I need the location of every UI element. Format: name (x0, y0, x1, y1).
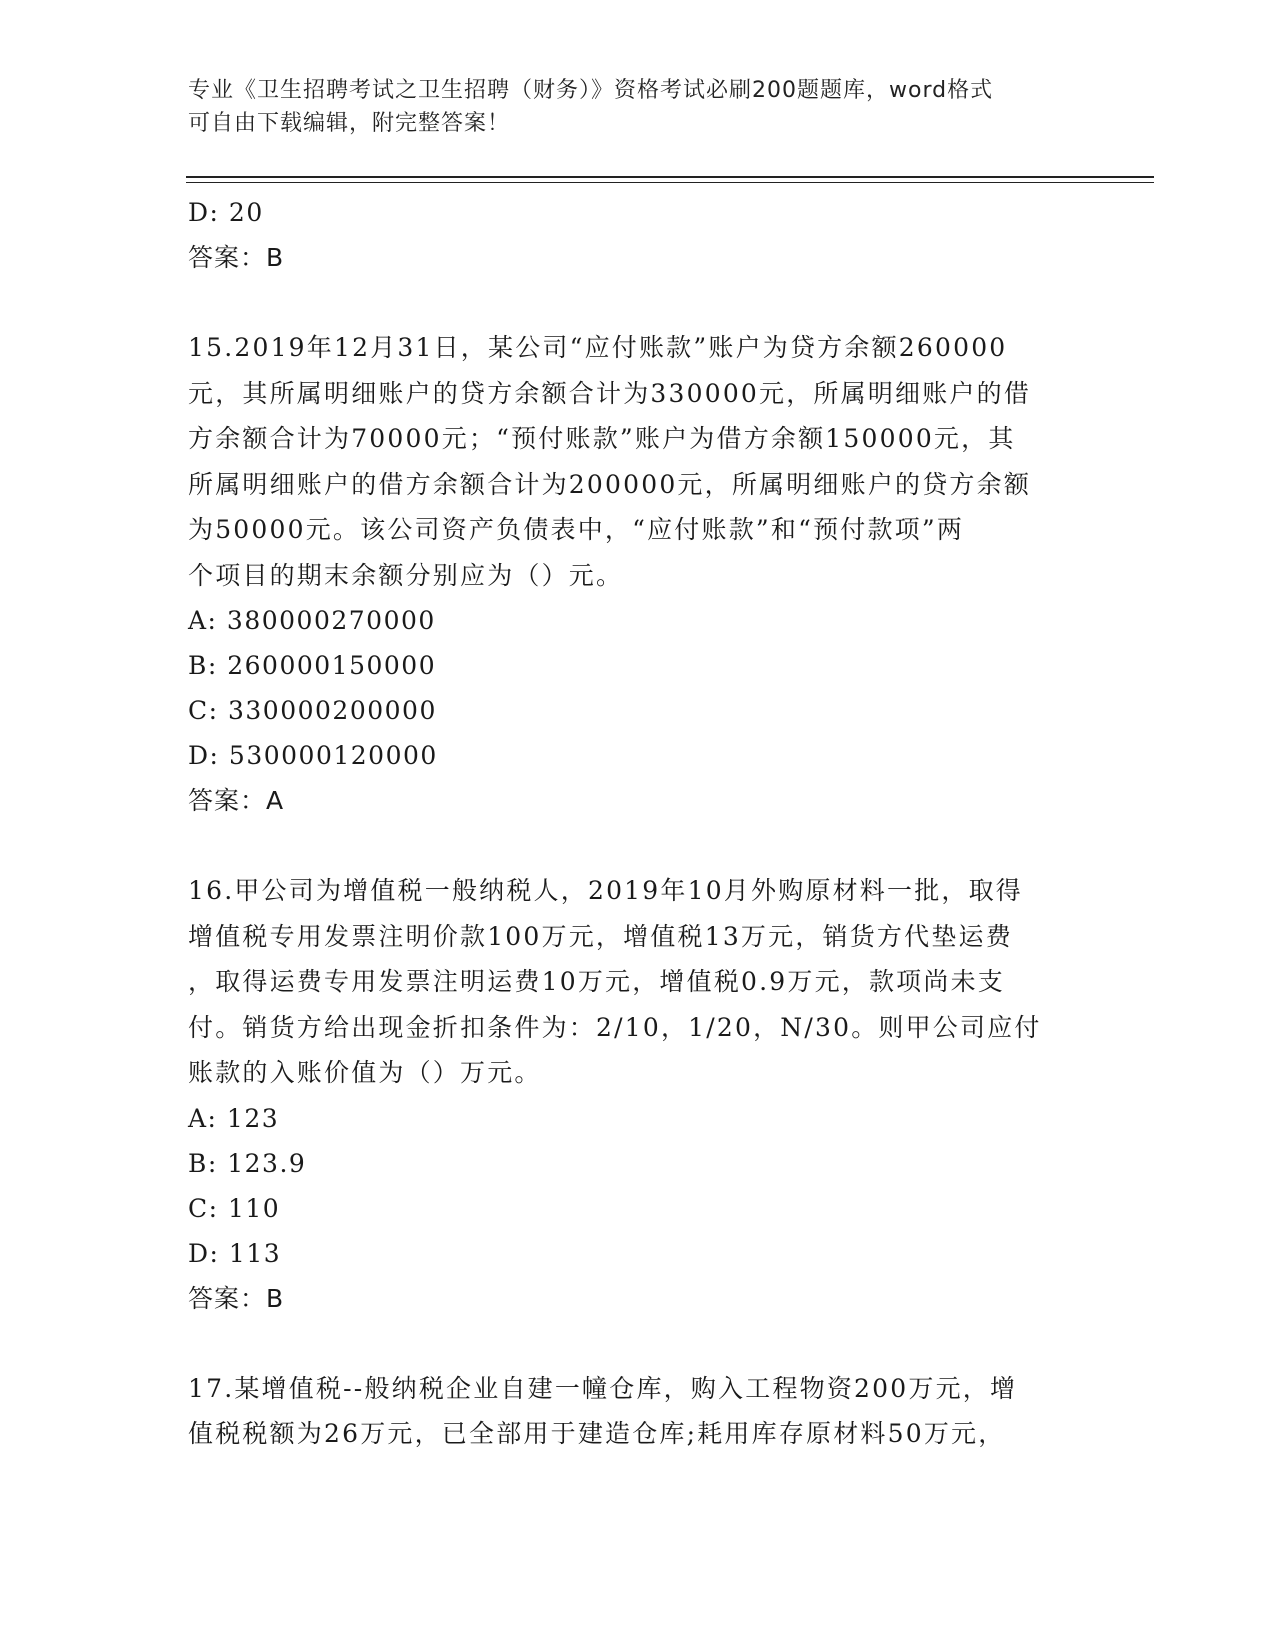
answer-line: 答案：A (188, 786, 285, 815)
question-stem-line: 所属明细账户的借方余额合计为200000元，所属明细账户的贷方余额 (188, 469, 1032, 499)
answer-line: 答案：B (188, 243, 285, 272)
spacer (188, 281, 1068, 325)
question-stem-line: 增值税专用发票注明价款100万元，增值税13万元，销货方代垫运费 (188, 921, 1013, 951)
question-stem-line: 元，其所属明细账户的贷方余额合计为330000元，所属明细账户的借 (188, 378, 1032, 408)
question-stem-line: 账款的入账价值为（）万元。 (188, 1058, 542, 1087)
header-divider-thin (186, 182, 1154, 183)
spacer (188, 824, 1068, 868)
option-a: A: 380000270000 (188, 606, 436, 635)
question-stem-line: 值税税额为26万元，已全部用于建造仓库;耗用库存原材料50万元， (188, 1419, 1006, 1448)
option-a: A: 123 (188, 1103, 280, 1133)
question-content (188, 190, 1068, 1457)
header-divider-thick (186, 176, 1154, 178)
question-stem-line: 16.甲公司为增值税一般纳税人，2019年10月外购原材料一批，取得 (188, 876, 1023, 905)
question-17 (188, 1366, 1068, 1457)
option-d: D: 20 (188, 198, 264, 227)
option-c: C: 110 (188, 1193, 281, 1223)
option-b: B: 123.9 (188, 1148, 307, 1178)
option-c: C: 330000200000 (188, 696, 437, 725)
header-line-2: 可自由下载编辑，附完整答案！ (188, 111, 511, 136)
page-header (188, 74, 1068, 140)
question-stem-line: 15.2019年12月31日，某公司“应付账款”账户为贷方余额260000 (188, 333, 1008, 362)
question-stem-line: 为50000元。该公司资产负债表中，“应付账款”和“预付款项”两 (188, 515, 965, 544)
question-16 (188, 868, 1068, 1322)
question-stem-line: 方余额合计为70000元；“预付账款”账户为借方余额150000元，其 (188, 424, 1016, 453)
question-stem-line: ，取得运费专用发票注明运费10万元，增值税0.9万元，款项尚未支 (188, 967, 1005, 996)
question-14-tail (188, 190, 1068, 281)
question-stem-line: 17.某增值税--般纳税企业自建一幢仓库，购入工程物资200万元，增 (188, 1373, 1018, 1403)
answer-line: 答案：B (188, 1283, 285, 1313)
question-stem-line: 付。销货方给出现金折扣条件为：2/10，1/20，N/30。则甲公司应付 (188, 1012, 1042, 1042)
header-line-1: 专业《卫生招聘考试之卫生招聘（财务）》资格考试必刷200题题库，word格式 (188, 78, 994, 103)
question-stem-line: 个项目的期末余额分别应为（）元。 (188, 560, 624, 590)
option-b: B: 260000150000 (188, 651, 437, 680)
spacer (188, 1322, 1068, 1366)
option-d: D: 530000120000 (188, 741, 438, 770)
question-15 (188, 325, 1068, 824)
option-d: D: 113 (188, 1238, 282, 1268)
